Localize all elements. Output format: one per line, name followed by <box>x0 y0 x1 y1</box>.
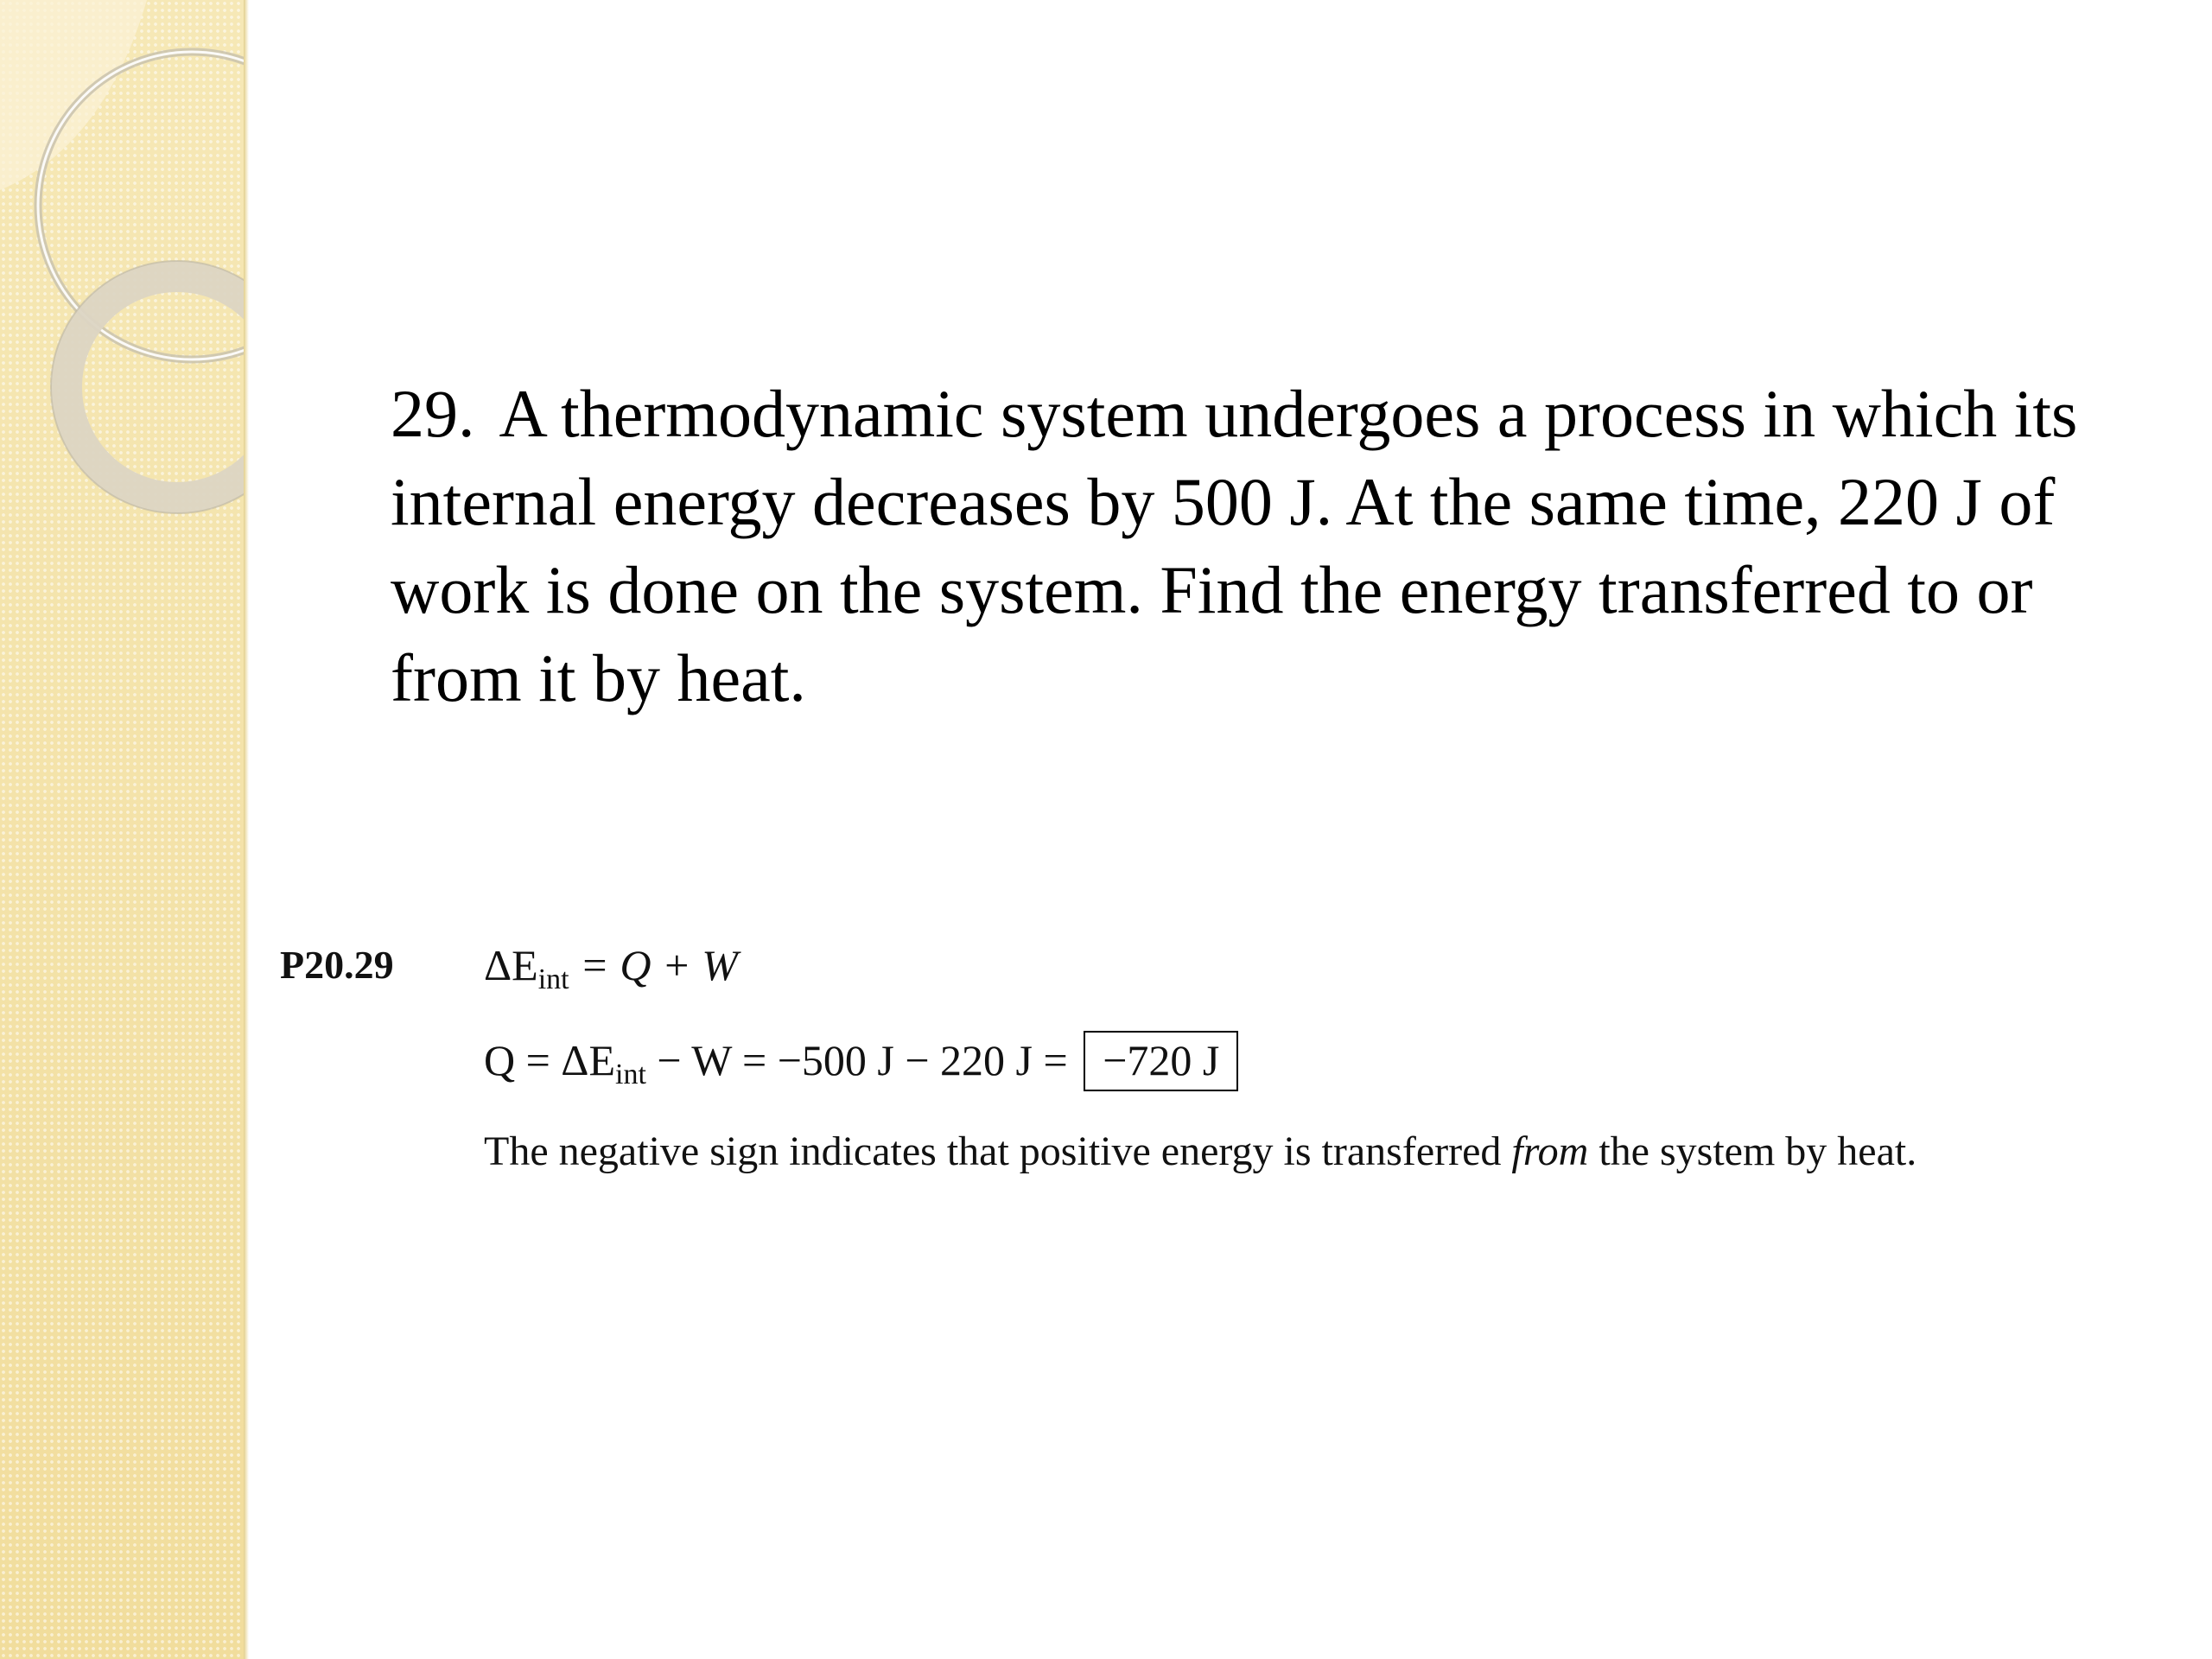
explanation-emphasis: from <box>1511 1128 1589 1174</box>
eq1-rest: = Q + W <box>569 941 738 989</box>
question-number: 29. <box>391 376 475 451</box>
problem-label: P20.29 <box>280 943 394 987</box>
explanation-text <box>484 1128 1916 1175</box>
boxed-answer: −720 J <box>1084 1031 1238 1091</box>
eq2-middle: − W = −500 J − 220 J = <box>645 1036 1079 1084</box>
explanation-after: the system by heat. <box>1588 1128 1917 1174</box>
equation-first-law <box>484 940 738 995</box>
question-body: A thermodynamic system undergoes a process in which its internal energy decreases by 500 J. At the same time, 220 J of work is done on the system. Find the energy transferred to or from it by heat. <box>391 376 2078 715</box>
equation-solve-q <box>484 1031 1238 1091</box>
explanation-before: The negative sign indicates that positive energy is transferred <box>484 1128 1512 1174</box>
int-subscript-2: int <box>615 1058 646 1090</box>
int-subscript: int <box>537 963 569 995</box>
eq2-lhs: Q = ΔE <box>484 1036 616 1084</box>
delta-e-symbol: ΔE <box>484 941 538 989</box>
